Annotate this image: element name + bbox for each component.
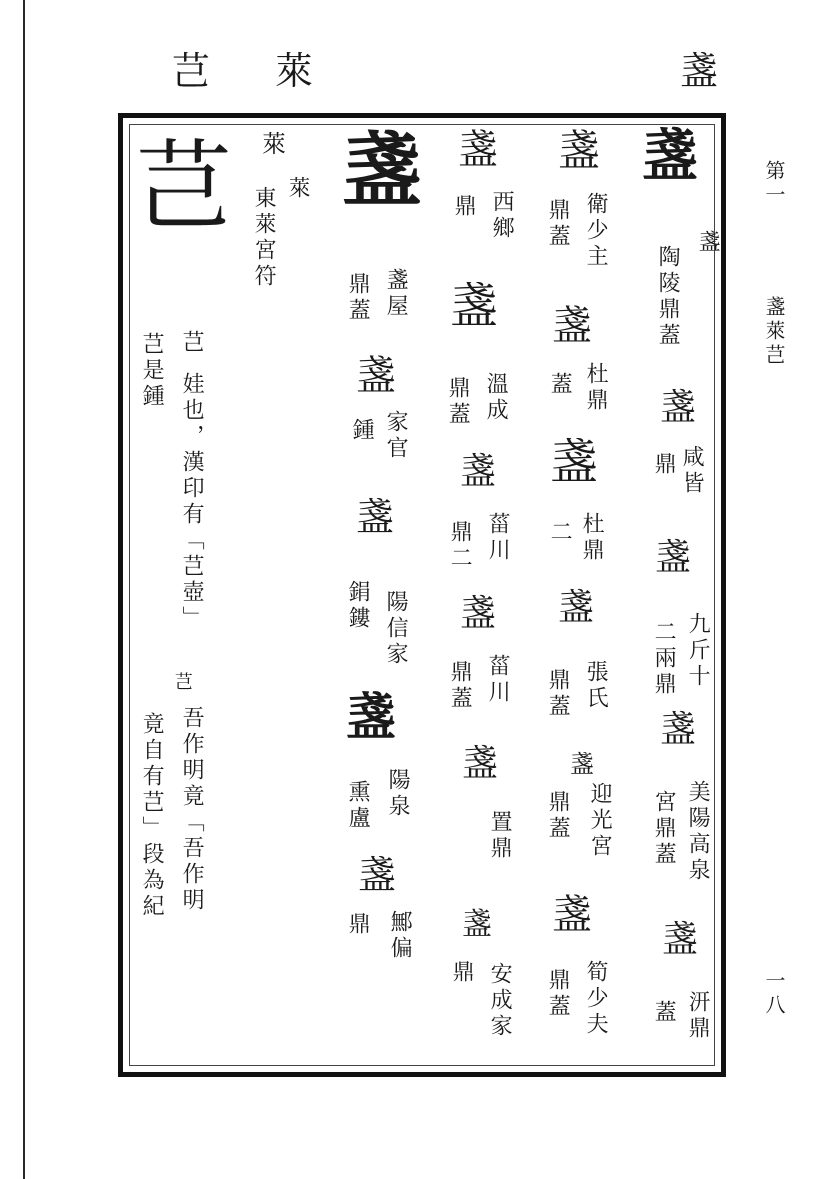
col4-glyph-4: 盞	[356, 495, 395, 539]
col1-glyph-8: 盞	[662, 919, 699, 960]
col3-note-8: 置鼎	[487, 810, 513, 862]
col6-note-2: 芑是鍾	[139, 332, 165, 410]
col2-note-4: 杜鼎	[579, 512, 605, 564]
col2-note-8: 迎光宮	[587, 782, 613, 860]
heading-gai: 盞	[680, 49, 719, 93]
col4-glyph-6: 盞	[346, 687, 396, 746]
col4-note-8: 鄦偏	[387, 910, 413, 962]
col4-note-3: 鍾	[349, 418, 375, 444]
col4-head-glyph: 盞	[342, 123, 422, 217]
col3-note-7: 鼎蓋	[447, 660, 473, 712]
col4-note-1: 鼎蓋	[345, 272, 371, 324]
col2-head-glyph: 盞	[558, 126, 601, 175]
col3-glyph-8: 盞	[462, 743, 499, 784]
col3-note-3: 鼎蓋	[445, 376, 471, 428]
col3-note-9: 安成家	[487, 962, 513, 1040]
col5-head-glyph: 萊	[262, 130, 286, 158]
heading-ba: 芑	[172, 49, 211, 93]
col1-note-9: 蓋	[651, 1000, 677, 1026]
col5-note-0: 萊	[285, 176, 311, 202]
col4-note-0: 盞屋	[383, 268, 409, 320]
margin-entries: 盞萊芑	[762, 296, 786, 368]
col2-note-11: 鼎蓋	[545, 968, 571, 1020]
col1-note-4: 九斤十	[685, 612, 711, 690]
col6-note-3: 芑	[171, 672, 193, 693]
col2-glyph-2: 盞	[552, 303, 592, 349]
col1-note-5: 二兩鼎	[651, 620, 677, 698]
col2-glyph-4: 盞	[550, 434, 599, 490]
col1-glyph-4: 盞	[655, 537, 692, 578]
margin-page-number: 一八	[762, 970, 786, 1018]
col4-note-9: 鼎	[345, 912, 371, 938]
col3-glyph-6: 盞	[460, 593, 497, 634]
spine-rule	[23, 0, 25, 1179]
col3-note-10: 鼎	[449, 960, 475, 986]
col4-note-6: 陽泉	[385, 768, 411, 820]
plate-inner-border	[129, 124, 715, 1066]
col1-glyph-2: 盞	[660, 387, 697, 428]
heading-lai: 萊	[275, 49, 314, 93]
col6-note-5: 竟自有芑」段為紀	[139, 712, 165, 920]
col4-note-7: 熏盧	[345, 780, 371, 832]
col2-note-1: 鼎蓋	[545, 198, 571, 250]
col1-note-3: 鼎	[651, 452, 677, 478]
col6-note-0: 芑	[179, 330, 205, 356]
col3-note-0: 西鄉	[489, 190, 515, 242]
col1-note-8: 汧鼎	[685, 990, 711, 1042]
col3-glyph-2: 盞	[450, 278, 499, 334]
col3-note-2: 溫成	[483, 372, 509, 424]
col2-note-5: 二	[547, 520, 573, 546]
col1-glyph-6: 盞	[660, 709, 697, 750]
col3-note-5: 鼎二	[447, 520, 473, 572]
col3-note-4: 菑川	[485, 512, 511, 564]
col1-note-6: 美陽高泉	[685, 780, 711, 884]
margin-chapter: 第一	[762, 160, 786, 208]
col4-note-5: 鋗鏤	[345, 580, 371, 632]
col4-glyph-8: 盞	[358, 853, 397, 897]
col4-note-2: 家官	[383, 410, 409, 462]
col2-glyph-8: 盞	[570, 750, 594, 778]
col2-note-10: 筍少夫	[583, 960, 609, 1038]
col5-note-1: 東萊宮符	[251, 186, 277, 290]
col3-note-6: 菑川	[485, 654, 511, 706]
col4-glyph-2: 盞	[356, 353, 396, 399]
col2-note-6: 張氏	[583, 660, 609, 712]
col1-head-glyph: 盞	[642, 123, 698, 189]
col2-note-7: 鼎蓋	[545, 668, 571, 720]
col2-note-2: 杜鼎	[583, 362, 609, 414]
col6-note-1: 娃也，漢印有「芑壺」	[179, 372, 205, 632]
col3-glyph-4: 盞	[460, 451, 497, 492]
col2-note-3: 蓋	[547, 372, 573, 398]
col1-note-7: 宮鼎蓋	[651, 790, 677, 868]
col1-note-2: 咸皆	[679, 445, 705, 497]
col6-head-glyph: 芑	[136, 130, 232, 242]
col6-note-4: 吾作明竟「吾作明	[179, 706, 205, 914]
col3-glyph-9: 盞	[462, 907, 492, 942]
col4-note-4: 陽信家	[383, 590, 409, 668]
col3-head-glyph: 盞	[458, 127, 498, 173]
col1-note-0: 盞	[695, 230, 721, 256]
col2-note-0: 衛少主	[583, 192, 609, 270]
col1-note-1: 陶陵鼎蓋	[655, 245, 681, 349]
col3-note-1: 鼎	[451, 194, 477, 220]
col2-glyph-10: 盞	[552, 892, 592, 938]
col2-note-9: 鼎蓋	[545, 790, 571, 842]
col2-glyph-6: 盞	[558, 587, 595, 628]
